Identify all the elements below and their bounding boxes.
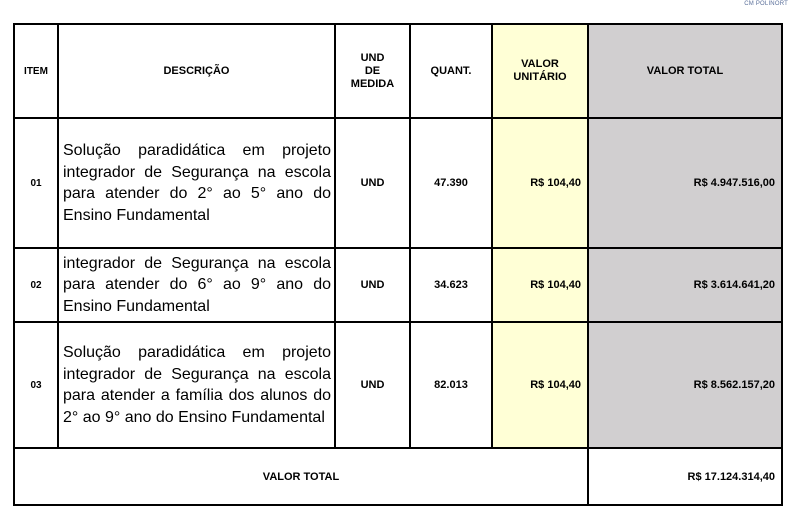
row-valor-unitario: R$ 104,40 (492, 322, 588, 448)
row-quant: 47.390 (410, 118, 492, 248)
row-und: UND (335, 118, 410, 248)
row-item: 02 (14, 248, 58, 322)
header-und-medida: UND DE MEDIDA (335, 24, 410, 118)
corner-watermark-text: CM POLINORT (744, 1, 788, 7)
row-item: 03 (14, 322, 58, 448)
table-row (14, 322, 782, 448)
footer-value: R$ 17.124.314,40 (588, 448, 782, 505)
table-row (14, 248, 782, 322)
row-valor-total: R$ 4.947.516,00 (588, 118, 782, 248)
row-und: UND (335, 248, 410, 322)
row-item: 01 (14, 118, 58, 248)
table-footer-row (14, 448, 782, 505)
header-valor-unitario: VALOR UNITÁRIO (492, 24, 588, 118)
header-descricao: DESCRIÇÃO (58, 24, 335, 118)
table-row (14, 118, 782, 248)
row-und: UND (335, 322, 410, 448)
row-valor-unitario: R$ 104,40 (492, 248, 588, 322)
row-valor-unitario: R$ 104,40 (492, 118, 588, 248)
footer-label: VALOR TOTAL (14, 448, 588, 505)
row-valor-total: R$ 3.614.641,20 (588, 248, 782, 322)
header-quant: QUANT. (410, 24, 492, 118)
header-item: ITEM (14, 24, 58, 118)
header-valor-total: VALOR TOTAL (588, 24, 782, 118)
row-descricao: Solução paradidática em projeto integrador de Segurança na escola para atender a família dos alunos do 2° ao 9° ano do Ensino Fundamental (58, 322, 335, 448)
price-table (13, 23, 783, 506)
row-descricao: integrador de Segurança na escola para atender do 6° ao 9° ano do Ensino Fundamental (58, 248, 335, 322)
row-quant: 34.623 (410, 248, 492, 322)
row-quant: 82.013 (410, 322, 492, 448)
row-descricao: Solução paradidática em projeto integrador de Segurança na escola para atender do 2° ao 5° ano do Ensino Fundamental (58, 118, 335, 248)
table-header-row (14, 24, 782, 118)
row-valor-total: R$ 8.562.157,20 (588, 322, 782, 448)
